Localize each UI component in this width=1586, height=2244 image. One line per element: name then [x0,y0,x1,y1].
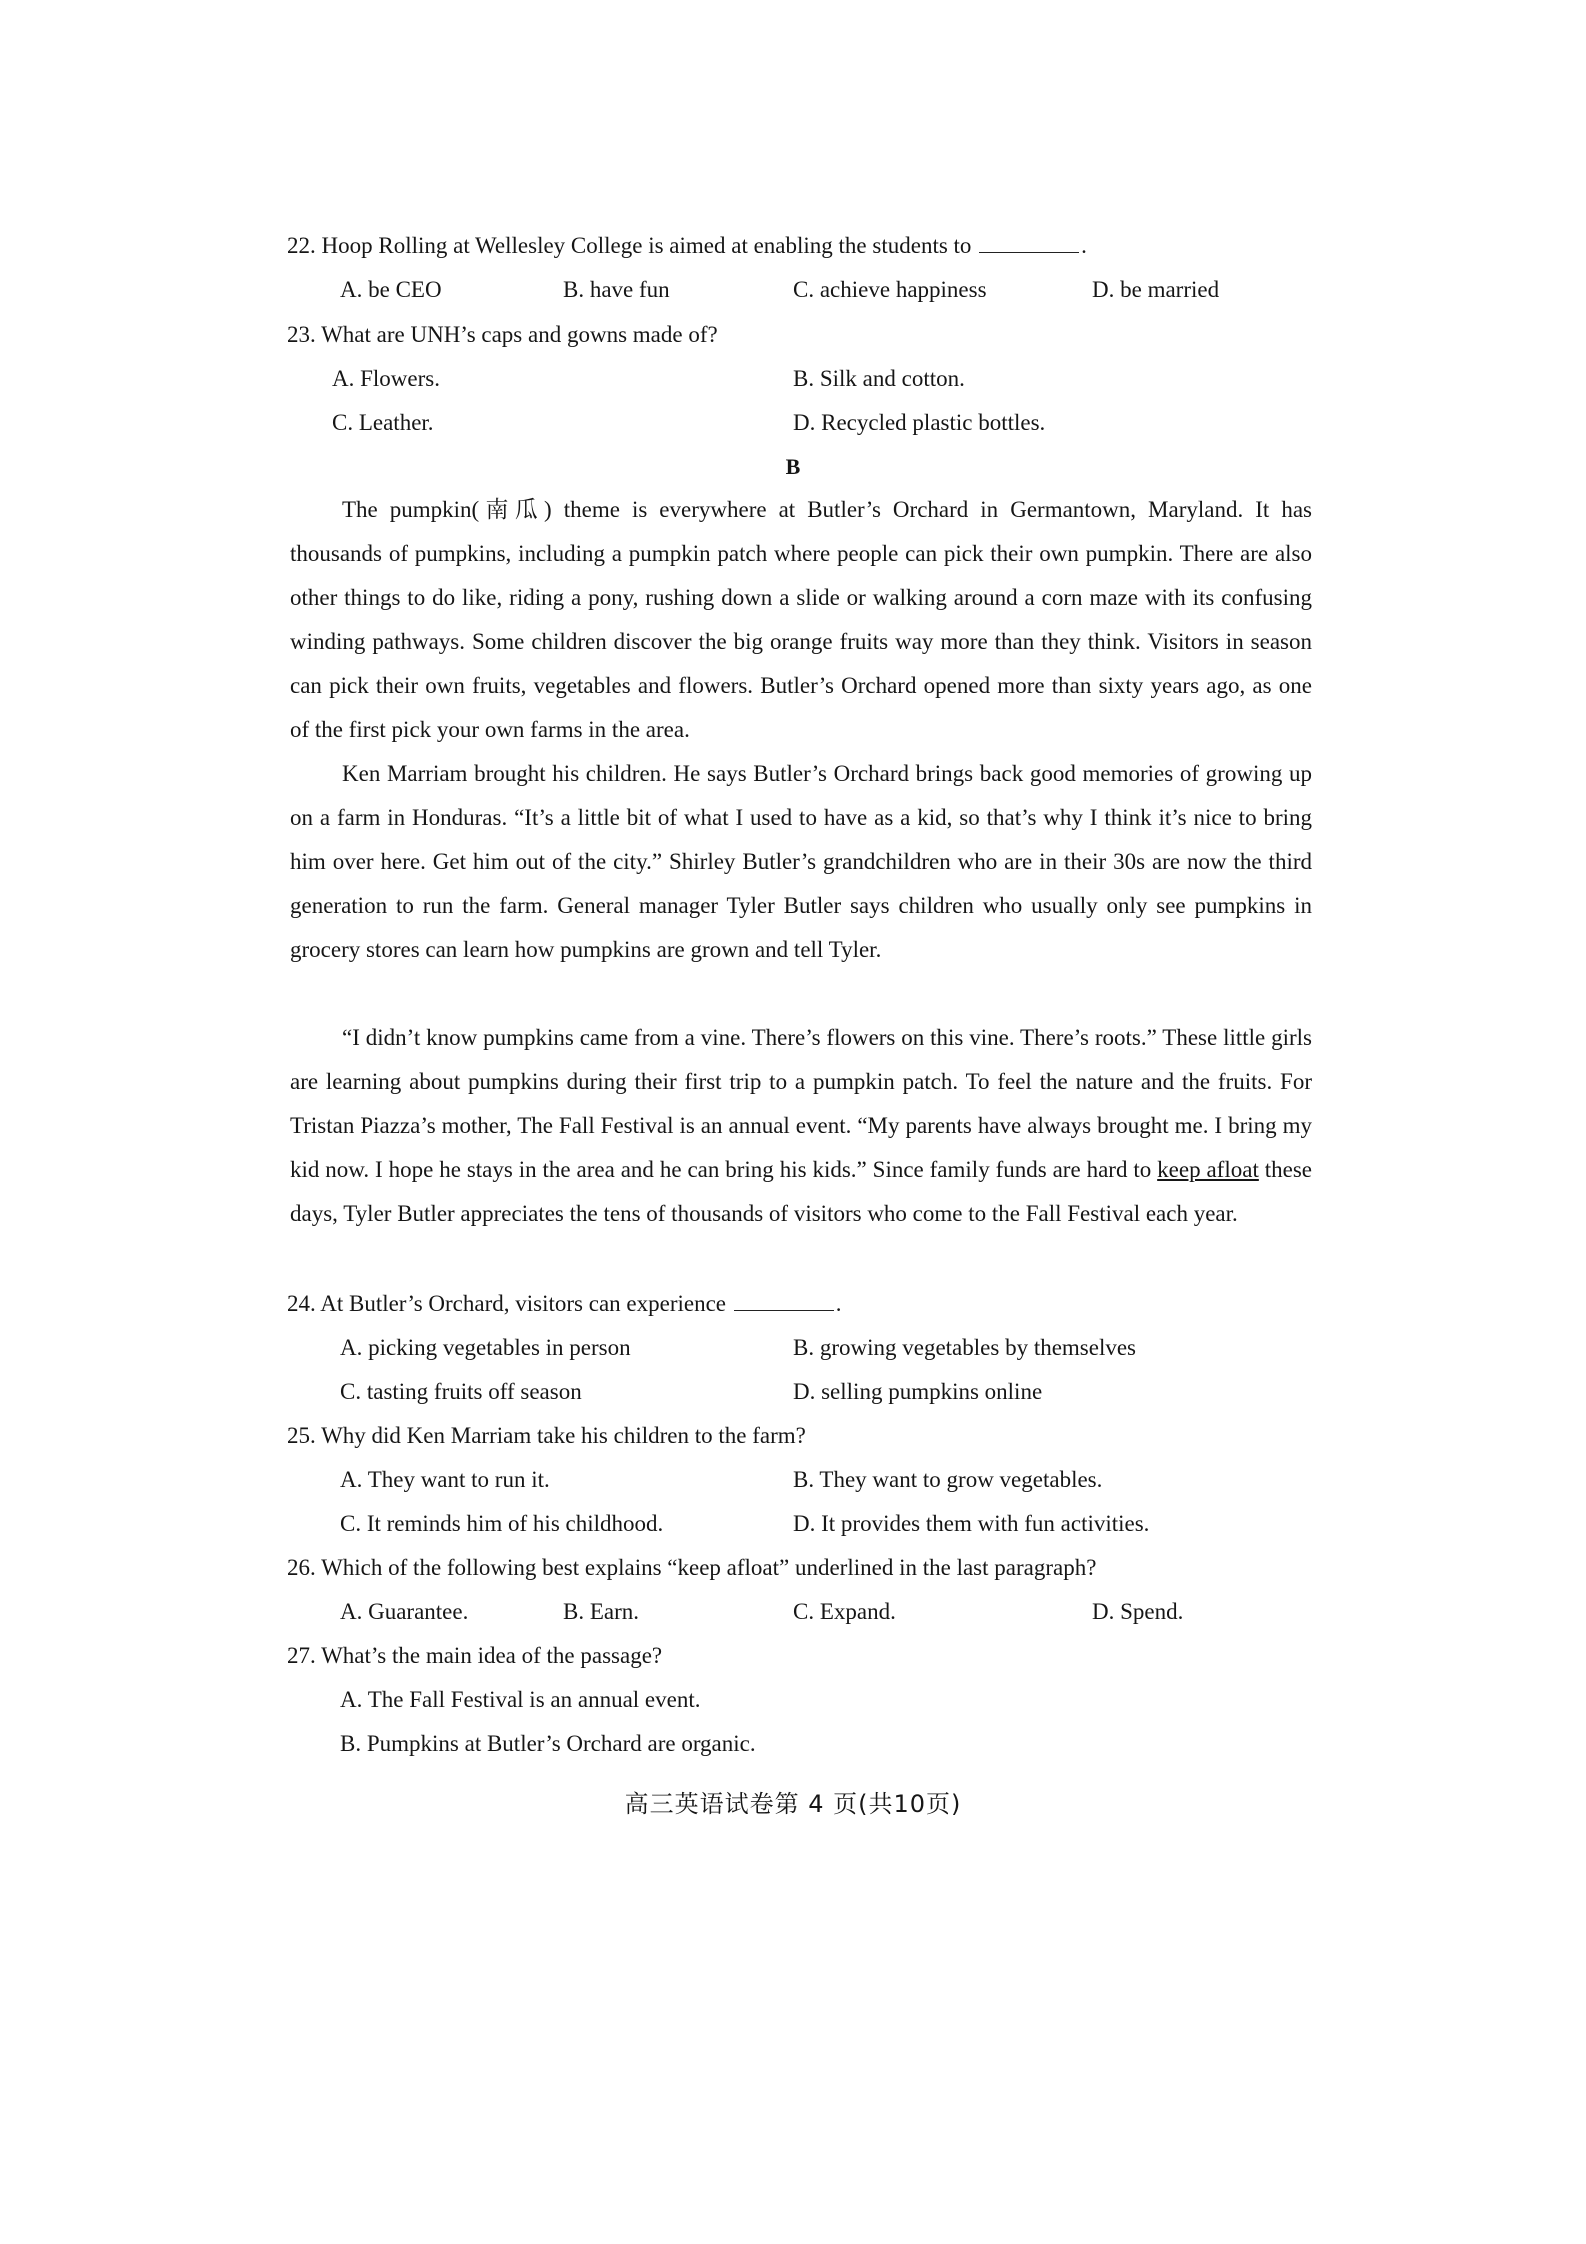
question-stem: 27. What’s the main idea of the passage? [287,1643,663,1668]
option-d: D. It provides them with fun activities. [793,1511,1150,1536]
section-heading: B [785,454,801,479]
question-stem: 22. Hoop Rolling at Wellesley College is aimed at enabling the students to [287,233,972,258]
passage-paragraph-2: Ken Marriam brought his children. He says Butler’s Orchard brings back good memories of growing up on a farm in Honduras. “It’s a little bit of what I used to have as a kid, so that’s why I think it’s nice to bring him over here. Get him out of the city.” Shirley Butler’s grandchildren who are in their 30s are now the third generation to run the farm. General manager Tyler Butler says children who usually only see pumpkins in grocery stores can learn how pumpkins are grown and tell Tyler. [290,761,1312,962]
option-b: B. Earn. [563,1599,640,1624]
question-25 [287,1421,806,1451]
question-stem: 24. At Butler’s Orchard, visitors can experience [287,1291,726,1316]
option-b: B. Silk and cotton. [793,366,965,391]
passage-paragraph-1: The pumpkin(南瓜) theme is everywhere at Butler’s Orchard in Germantown, Maryland. It has thousands of pumpkins, including a pumpkin patch where people can pick their own pumpkin. There are also other things to do like, riding a pony, rushing down a slide or walking around a corn maze with its confusing winding pathways. Some children discover the big orange fruits way more than they think. Visitors in season can pick their own fruits, vegetables and flowers. Butler’s Orchard opened more than sixty years ago, as one of the first pick your own farms in the area. [290,497,1312,742]
option-c: C. Leather. [332,410,434,435]
question-stem: 26. Which of the following best explains “keep afloat” underlined in the last paragraph? [287,1555,1097,1580]
passage-paragraph-3: “I didn’t know pumpkins came from a vine. There’s flowers on this vine. There’s roots.” These little girls are learning about pumpkins during their first trip to a pumpkin patch. To feel the nature and the fruits. For Tristan Piazza’s mother, The Fall Festival is an annual event. “My parents have always brought me. I bring my kid now. I hope he stays in the area and he can bring his kids.” Since family funds are hard to keep afloat these days, Tyler Butler appreciates the tens of thousands of visitors who come to the Fall Festival each year. [290,1025,1313,1226]
option-b: B. growing vegetables by themselves [793,1335,1137,1360]
question-24: 24. At Butler’s Orchard, visitors can experience . [287,1291,842,1316]
option-c: C. achieve happiness [793,277,987,302]
option-c: C. It reminds him of his childhood. [340,1511,664,1536]
option-a: A. be CEO [340,277,442,302]
option-b: B. They want to grow vegetables. [793,1467,1103,1492]
question-23 [287,320,718,350]
answer-blank [979,234,1079,253]
question-26 [287,1553,1096,1583]
option-d: D. be married [1092,277,1220,302]
option-a: A. picking vegetables in person [340,1335,631,1360]
option-a: A. The Fall Festival is an annual event. [340,1687,701,1712]
option-b: B. have fun [563,277,670,302]
option-a: A. Flowers. [332,366,440,391]
option-d: D. Spend. [1092,1599,1184,1624]
answer-blank [734,1292,834,1311]
question-stem: 25. Why did Ken Marriam take his children to the farm? [287,1423,806,1448]
question-22: 22. Hoop Rolling at Wellesley College is aimed at enabling the students to . [287,233,1087,258]
option-a: A. Guarantee. [340,1599,469,1624]
option-d: D. selling pumpkins online [793,1379,1043,1404]
underlined-phrase: keep afloat [1157,1157,1259,1182]
option-b: B. Pumpkins at Butler’s Orchard are organic. [340,1731,756,1756]
option-c: C. tasting fruits off season [340,1379,582,1404]
option-a: A. They want to run it. [340,1467,550,1492]
question-stem: 23. What are UNH’s caps and gowns made of? [287,322,718,347]
option-d: D. Recycled plastic bottles. [793,410,1046,435]
page-footer: 高三英语试卷第 4 页(共10页) [624,1790,962,1818]
option-c: C. Expand. [793,1599,896,1624]
question-27 [287,1641,662,1671]
